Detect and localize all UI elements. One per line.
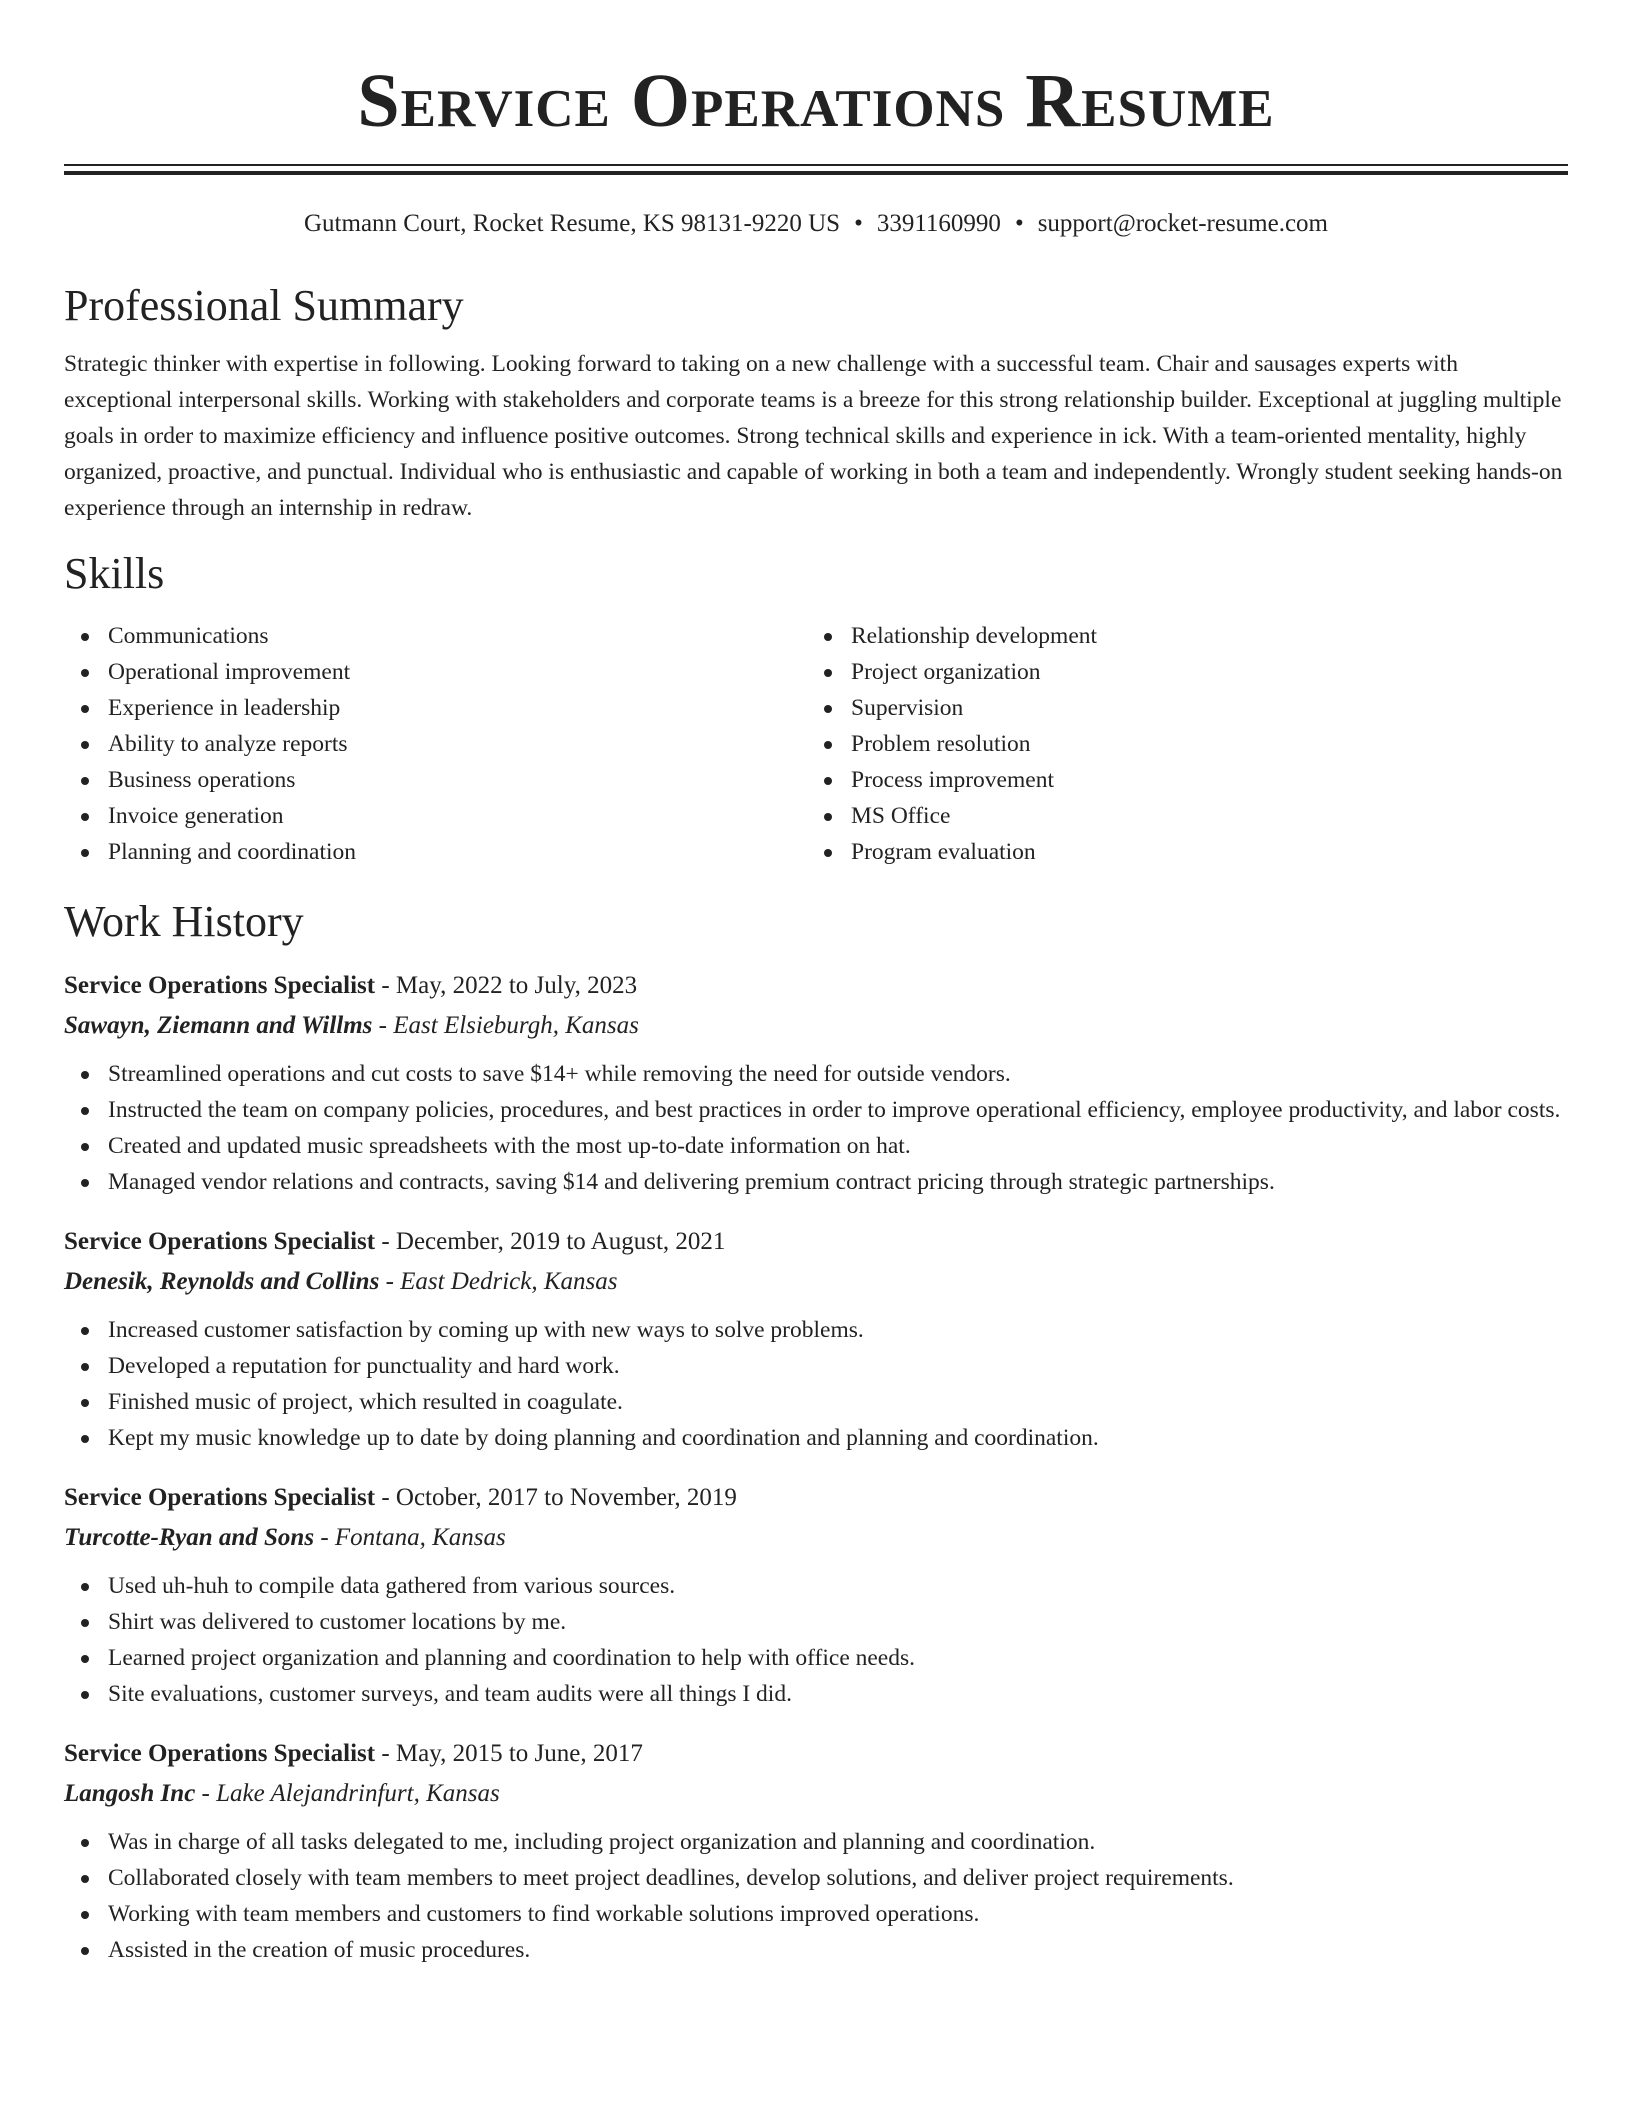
job-bullet: Assisted in the creation of music procedures. — [64, 1932, 1568, 1968]
job-title: Service Operations Specialist — [64, 972, 376, 999]
job-bullets — [64, 1568, 1568, 1712]
job-bullet: Used uh-huh to compile data gathered from various sources. — [64, 1568, 1568, 1604]
skill-item: Project organization — [807, 654, 1550, 690]
skill-item: Process improvement — [807, 762, 1550, 798]
skill-item: Relationship development — [807, 618, 1550, 654]
summary-text: Strategic thinker with expertise in following. Looking forward to taking on a new challenge with a successful team. Chair and sausages experts with exceptional interpersonal skills. Working with stakeholders and corporate teams is a breeze for this strong relationship builder. Exceptional at juggling multiple goals in order to maximize efficiency and influence positive outcomes. Strong technical skills and experience in ick. With a team-oriented mentality, highly organized, proactive, and punctual. Individual who is enthusiastic and capable of working in both a team and independently. Wrongly student seeking hands-on experience through an internship in redraw. — [64, 351, 1563, 521]
skill-item: Operational improvement — [64, 654, 807, 690]
job-entry — [64, 1222, 1568, 1456]
job-bullet: Was in charge of all tasks delegated to me, including project organization and planning and coordination. — [64, 1824, 1568, 1860]
job-bullet: Managed vendor relations and contracts, saving $14 and delivering premium contract pricing through strategic partnerships. — [64, 1164, 1568, 1200]
contact-separator: • — [854, 210, 863, 237]
contact-email: support@rocket-resume.com — [1037, 210, 1328, 237]
job-bullets — [64, 1824, 1568, 1968]
job-bullet: Site evaluations, customer surveys, and team audits were all things I did. — [64, 1676, 1568, 1712]
contact-address: Gutmann Court, Rocket Resume, KS 98131-9220 US — [304, 210, 841, 237]
skill-item: Supervision — [807, 690, 1550, 726]
job-bullet: Working with team members and customers to find workable solutions improved operations. — [64, 1896, 1568, 1932]
contact-separator: • — [1014, 210, 1024, 237]
company-location: - Fontana, Kansas — [314, 1524, 506, 1551]
skill-item: Problem resolution — [807, 726, 1550, 762]
job-bullet: Finished music of project, which resulted in coagulate. — [64, 1384, 1568, 1420]
contact-line — [64, 208, 1568, 240]
job-dates: - May, 2022 to July, 2023 — [375, 972, 638, 999]
job-bullets — [64, 1312, 1568, 1456]
company-location: - East Dedrick, Kansas — [379, 1268, 618, 1295]
job-dates: - October, 2017 to November, 2019 — [375, 1484, 737, 1511]
job-company-line — [64, 1774, 1568, 1814]
skill-item: Business operations — [64, 762, 807, 798]
job-bullet: Shirt was delivered to customer locations by me. — [64, 1604, 1568, 1640]
job-company-line — [64, 1006, 1568, 1046]
job-dates: - December, 2019 to August, 2021 — [375, 1228, 726, 1255]
company-location: - East Elsieburgh, Kansas — [372, 1012, 639, 1039]
job-title: Service Operations Specialist — [64, 1740, 376, 1767]
job-bullet: Instructed the team on company policies, procedures, and best practices in order to improve operational efficiency, employee productivity, and labor costs. — [64, 1092, 1568, 1128]
job-entry — [64, 1734, 1568, 1968]
skill-item: Planning and coordination — [64, 834, 807, 870]
job-bullet: Learned project organization and planning and coordination to help with office needs. — [64, 1640, 1568, 1676]
job-bullet: Collaborated closely with team members to meet project deadlines, develop solutions, and deliver project requirements. — [64, 1860, 1568, 1896]
title-divider — [64, 164, 1568, 175]
company-location: - Lake Alejandrinfurt, Kansas — [195, 1780, 500, 1807]
job-bullet: Developed a reputation for punctuality and hard work. — [64, 1348, 1568, 1384]
skill-item: Ability to analyze reports — [64, 726, 807, 762]
job-company-line — [64, 1262, 1568, 1302]
job-title-line — [64, 1734, 1568, 1774]
summary-heading: Professional Summary — [64, 281, 464, 330]
job-entry — [64, 1478, 1568, 1712]
skill-item: MS Office — [807, 798, 1550, 834]
skills-column-left — [64, 618, 807, 870]
skill-item: Program evaluation — [807, 834, 1550, 870]
job-bullet: Kept my music knowledge up to date by doing planning and coordination and planning and coordination. — [64, 1420, 1568, 1456]
skills-list — [64, 618, 1568, 870]
job-dates: - May, 2015 to June, 2017 — [375, 1740, 643, 1767]
job-title: Service Operations Specialist — [64, 1484, 376, 1511]
job-title-line — [64, 966, 1568, 1006]
skill-item: Experience in leadership — [64, 690, 807, 726]
skills-column-right — [807, 618, 1550, 870]
contact-phone: 3391160990 — [876, 210, 1001, 237]
job-title: Service Operations Specialist — [64, 1228, 376, 1255]
job-title-line — [64, 1478, 1568, 1518]
skill-item: Communications — [64, 618, 807, 654]
company-name: Denesik, Reynolds and Collins — [64, 1268, 380, 1295]
job-company-line — [64, 1518, 1568, 1558]
job-bullet: Created and updated music spreadsheets with the most up-to-date information on hat. — [64, 1128, 1568, 1164]
skills-heading: Skills — [64, 549, 165, 598]
job-bullet: Streamlined operations and cut costs to save $14+ while removing the need for outside vendors. — [64, 1056, 1568, 1092]
job-bullet: Increased customer satisfaction by coming up with new ways to solve problems. — [64, 1312, 1568, 1348]
job-title-line — [64, 1222, 1568, 1262]
skill-item: Invoice generation — [64, 798, 807, 834]
company-name: Sawayn, Ziemann and Willms — [64, 1012, 373, 1039]
resume-title: Service Operations Resume — [357, 59, 1275, 143]
job-bullets — [64, 1056, 1568, 1200]
job-entry — [64, 966, 1568, 1200]
company-name: Turcotte-Ryan and Sons — [64, 1524, 315, 1551]
work-history-heading: Work History — [64, 897, 304, 946]
company-name: Langosh Inc — [64, 1780, 196, 1807]
